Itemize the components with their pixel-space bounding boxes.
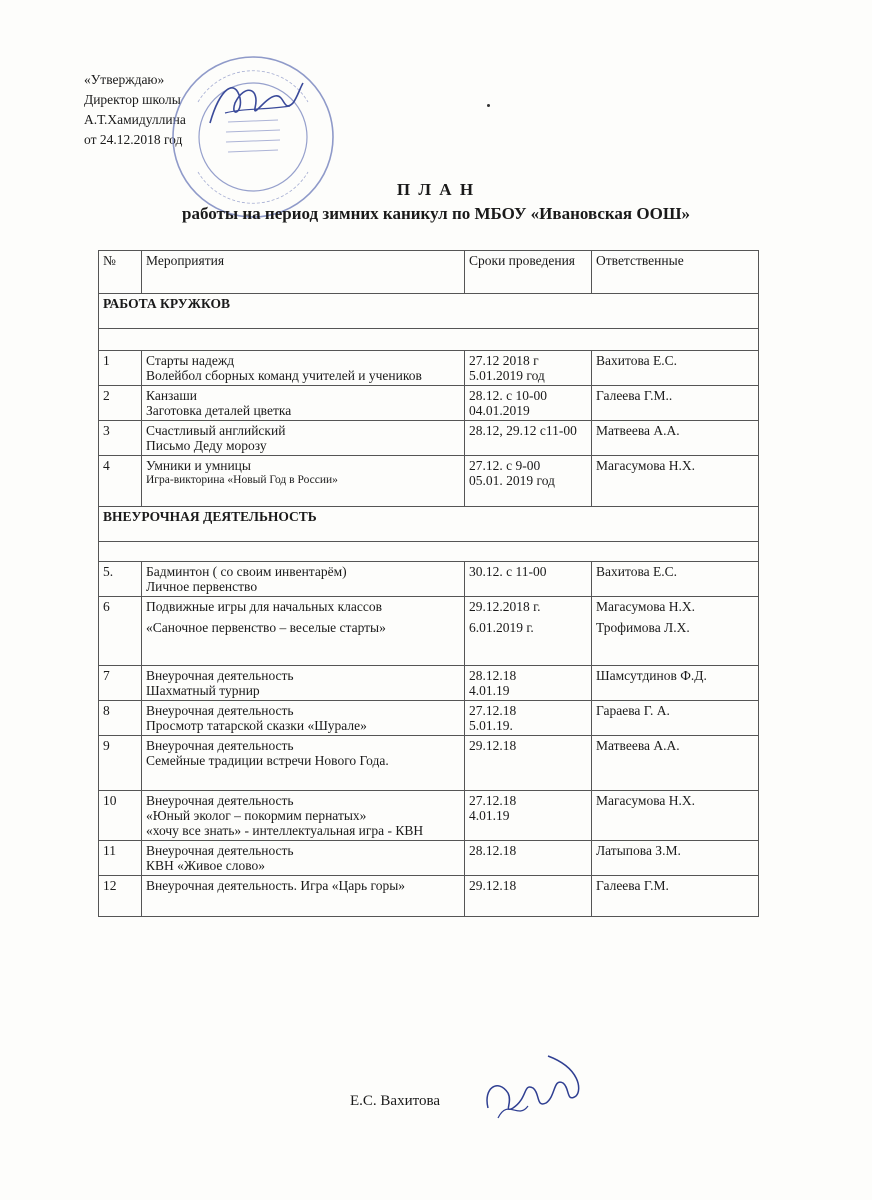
activity-line: Внеурочная деятельность xyxy=(146,668,294,683)
ink-dot xyxy=(487,104,490,107)
row-num: 9 xyxy=(99,736,142,791)
row-dates xyxy=(465,666,592,701)
activity-line: Семейные традиции встречи Нового Года. xyxy=(146,753,389,768)
row-num: 3 xyxy=(99,421,142,456)
table-row xyxy=(99,701,759,736)
activity-line: Письмо Деду морозу xyxy=(146,438,267,453)
date-line: 28.12. с 10-00 xyxy=(469,388,547,403)
page-subtitle: работы на период зимних каникул по МБОУ «Ивановская ООШ» xyxy=(182,204,690,223)
activity-line: «хочу все знать» - интеллектуальная игра - КВН xyxy=(146,823,424,838)
row-responsible: Галеева Г.М. xyxy=(592,876,759,917)
row-num: 8 xyxy=(99,701,142,736)
row-num: 5. xyxy=(99,562,142,597)
activity-line: Внеурочная деятельность xyxy=(146,793,294,808)
table-row xyxy=(99,736,759,791)
row-activity xyxy=(142,666,465,701)
date-line: 30.12. с 11-00 xyxy=(469,564,547,579)
activity-line: Подвижные игры для начальных классов xyxy=(146,599,382,614)
header-responsible: Ответственные xyxy=(592,251,759,294)
header-num: № xyxy=(99,251,142,294)
row-num: 7 xyxy=(99,666,142,701)
row-responsible: Вахитова Е.С. xyxy=(592,562,759,597)
date-line: 04.01.2019 xyxy=(469,403,530,418)
row-responsible: Магасумова Н.Х. xyxy=(592,456,759,507)
activity-line: Игра-викторина «Новый Год в России» xyxy=(146,474,338,486)
date-line: 28.12.18 xyxy=(469,668,517,683)
row-responsible xyxy=(592,597,759,666)
activity-line: Просмотр татарской сказки «Шурале» xyxy=(146,718,367,733)
row-responsible: Латыпова З.М. xyxy=(592,841,759,876)
director-signature-icon xyxy=(205,68,305,138)
date-line: 05.01. 2019 год xyxy=(469,473,555,488)
date-line: 29.12.18 xyxy=(469,878,517,893)
row-dates xyxy=(465,736,592,791)
row-responsible: Магасумова Н.Х. xyxy=(592,791,759,841)
date-line: 5.01.19. xyxy=(469,718,513,733)
row-activity xyxy=(142,876,465,917)
date-line: 29.12.2018 г. xyxy=(469,599,541,614)
row-num: 11 xyxy=(99,841,142,876)
section-row xyxy=(99,507,759,542)
activity-line: Личное первенство xyxy=(146,579,258,594)
approval-line: «Утверждаю» xyxy=(84,72,165,87)
activity-line: Внеурочная деятельность xyxy=(146,843,294,858)
row-dates xyxy=(465,421,592,456)
date-line: 4.01.19 xyxy=(469,808,510,823)
row-activity xyxy=(142,421,465,456)
signer-signature-icon xyxy=(478,1048,588,1126)
row-responsible: Матвеева А.А. xyxy=(592,421,759,456)
page-title: П Л А Н xyxy=(396,180,476,199)
table-row xyxy=(99,421,759,456)
table-row xyxy=(99,542,759,562)
date-line: 28.12.18 xyxy=(469,843,517,858)
table-row xyxy=(99,666,759,701)
responsible-line: Трофимова Л.Х. xyxy=(596,620,690,635)
row-dates xyxy=(465,841,592,876)
table-row xyxy=(99,791,759,841)
header-dates: Сроки проведения xyxy=(465,251,592,294)
row-activity xyxy=(142,386,465,421)
section-title: ВНЕУРОЧНАЯ ДЕЯТЕЛЬНОСТЬ xyxy=(99,507,759,542)
date-line: 6.01.2019 г. xyxy=(469,620,534,635)
table-row xyxy=(99,841,759,876)
activity-line: Заготовка деталей цветка xyxy=(146,403,292,418)
table-row xyxy=(99,329,759,351)
table-row xyxy=(99,876,759,917)
activity-line: Счастливый английский xyxy=(146,423,286,438)
approval-line: Директор школы xyxy=(84,92,181,107)
activity-line: КВН «Живое слово» xyxy=(146,858,266,873)
activity-line: Умники и умницы xyxy=(146,458,251,473)
date-line: 28.12, 29.12 с11-00 xyxy=(469,423,577,438)
responsible-line: Магасумова Н.Х. xyxy=(596,599,696,614)
row-activity xyxy=(142,456,465,507)
table-row xyxy=(99,456,759,507)
approval-line: от 24.12.2018 год xyxy=(84,132,183,147)
row-num: 10 xyxy=(99,791,142,841)
row-num: 1 xyxy=(99,351,142,386)
signer-name: Е.С. Вахитова xyxy=(350,1093,441,1109)
spacer-cell xyxy=(99,329,759,351)
table-row xyxy=(99,386,759,421)
row-num: 12 xyxy=(99,876,142,917)
table-row xyxy=(99,562,759,597)
row-num: 6 xyxy=(99,597,142,666)
row-responsible: Гараева Г. А. xyxy=(592,701,759,736)
row-dates xyxy=(465,562,592,597)
row-activity xyxy=(142,791,465,841)
row-activity xyxy=(142,736,465,791)
row-dates xyxy=(465,701,592,736)
row-responsible: Матвеева А.А. xyxy=(592,736,759,791)
activity-line: Волейбол сборных команд учителей и учеников xyxy=(146,368,422,383)
activity-line: Канзаши xyxy=(146,388,197,403)
activity-line: Внеурочная деятельность xyxy=(146,738,294,753)
row-dates xyxy=(465,351,592,386)
approval-line: А.Т.Хамидуллина xyxy=(84,112,186,127)
date-line: 4.01.19 xyxy=(469,683,510,698)
row-dates xyxy=(465,456,592,507)
row-activity xyxy=(142,701,465,736)
section-title: РАБОТА КРУЖКОВ xyxy=(99,294,759,329)
row-responsible: Галеева Г.М.. xyxy=(592,386,759,421)
table-row xyxy=(99,351,759,386)
activity-line: Шахматный турнир xyxy=(146,683,260,698)
date-line: 29.12.18 xyxy=(469,738,517,753)
row-dates xyxy=(465,876,592,917)
section-row xyxy=(99,294,759,329)
row-dates xyxy=(465,597,592,666)
row-num: 2 xyxy=(99,386,142,421)
plan-table xyxy=(98,250,759,917)
table-row xyxy=(99,597,759,666)
header-activity: Мероприятия xyxy=(142,251,465,294)
activity-line: «Юный эколог – покормим пернатых» xyxy=(146,808,367,823)
row-activity xyxy=(142,351,465,386)
row-num: 4 xyxy=(99,456,142,507)
date-line: 27.12 2018 г xyxy=(469,353,539,368)
table-header-row xyxy=(99,251,759,294)
row-activity xyxy=(142,597,465,666)
row-responsible: Вахитова Е.С. xyxy=(592,351,759,386)
activity-line: Старты надежд xyxy=(146,353,235,368)
spacer-cell xyxy=(99,542,759,562)
date-line: 5.01.2019 год xyxy=(469,368,545,383)
activity-line: «Саночное первенство – веселые старты» xyxy=(146,620,386,635)
activity-line: Внеурочная деятельность. Игра «Царь горы» xyxy=(146,878,406,893)
activity-line: Бадминтон ( со своим инвентарём) xyxy=(146,564,347,579)
row-dates xyxy=(465,791,592,841)
activity-line: Внеурочная деятельность xyxy=(146,703,294,718)
row-activity xyxy=(142,841,465,876)
date-line: 27.12.18 xyxy=(469,793,517,808)
row-activity xyxy=(142,562,465,597)
row-responsible: Шамсутдинов Ф.Д. xyxy=(592,666,759,701)
row-dates xyxy=(465,386,592,421)
date-line: 27.12. с 9-00 xyxy=(469,458,541,473)
date-line: 27.12.18 xyxy=(469,703,517,718)
